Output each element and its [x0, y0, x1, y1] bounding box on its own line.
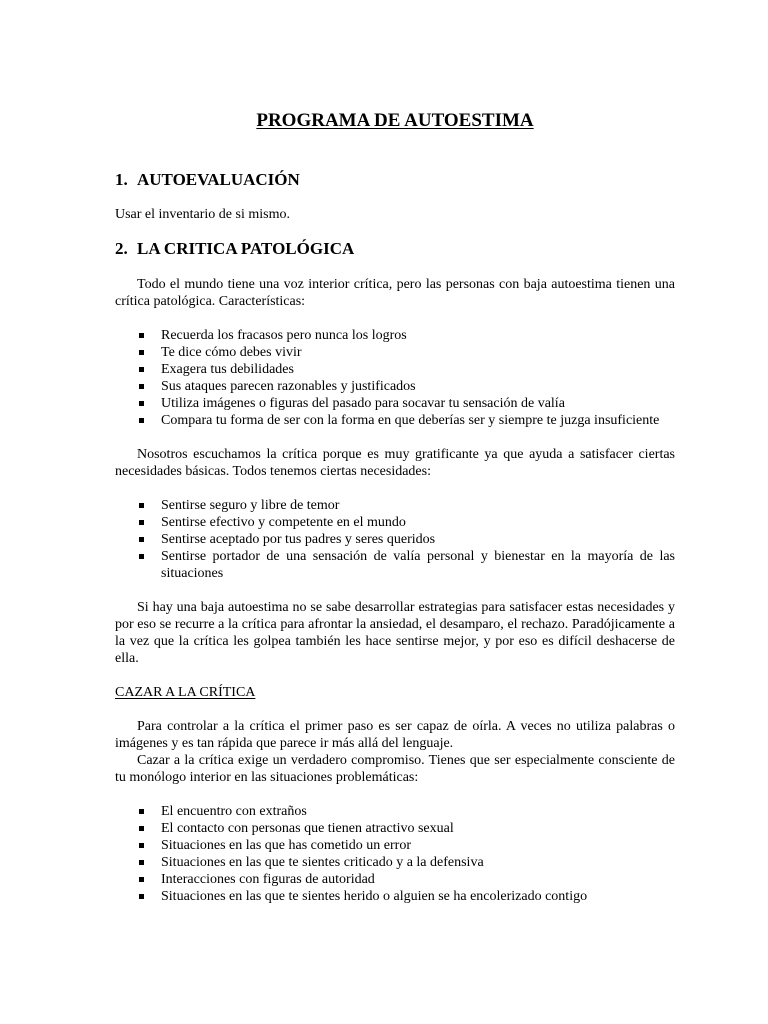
list-item — [115, 871, 675, 888]
list-item — [115, 888, 675, 905]
list-item — [115, 820, 675, 837]
list-item-text: El encuentro con extraños — [161, 804, 307, 819]
list-item — [115, 837, 675, 854]
list-item-text: Utiliza imágenes o figuras del pasado para socavar tu sensación de valía — [161, 396, 565, 411]
hunt-paragraph-1: Para controlar a la crítica el primer paso es ser capaz de oírla. A veces no utiliza palabras o imágenes y es tan rápida que parece ir más allá del lenguaje. — [115, 719, 675, 751]
bullet-icon — [139, 401, 144, 406]
list-item — [115, 361, 675, 378]
list-item-text: Sentirse aceptado por tus padres y seres queridos — [161, 532, 436, 547]
list-item-text: Situaciones en las que has cometido un error — [161, 838, 411, 853]
list-item-text: Exagera tus debilidades — [161, 362, 294, 377]
list-item-text: Te dice cómo debes vivir — [161, 345, 302, 360]
list-item-text: Sentirse efectivo y competente en el mundo — [161, 515, 406, 530]
list-item-text: Situaciones en las que te sientes criticado y a la defensiva — [161, 855, 484, 870]
bullet-icon — [139, 503, 144, 508]
bullet-icon — [139, 367, 144, 372]
list-item — [115, 412, 675, 429]
section-1-heading — [115, 169, 300, 191]
list-item-text: Interacciones con figuras de autoridad — [161, 872, 375, 887]
list-item — [115, 327, 675, 344]
list-item — [115, 344, 675, 361]
list-item-text: Sentirse portador de una sensación de valía personal y bienestar en la mayoría de las situaciones — [161, 549, 675, 581]
bullet-icon — [139, 418, 144, 423]
bullet-icon — [139, 333, 144, 338]
list-item — [115, 497, 675, 514]
section-2-closing: Si hay una baja autoestima no se sabe desarrollar estrategias para satisfacer estas necesidades y por eso se recurre a la crítica para afrontar la ansiedad, el desamparo, el rechazo. Paradójicamente a la vez que la crítica les golpea también les hace sentirse mejor, y por eso es difícil deshacerse de ella. — [115, 600, 675, 666]
list-item — [115, 803, 675, 820]
bullet-icon — [139, 350, 144, 355]
bullet-icon — [139, 520, 144, 525]
section-1-number: 1. — [115, 170, 128, 189]
bullet-icon — [139, 860, 144, 865]
list-item — [115, 531, 675, 548]
list-item-text: Sus ataques parecen razonables y justificados — [161, 379, 416, 394]
list-item-text: El contacto con personas que tienen atractivo sexual — [161, 821, 454, 836]
bullet-icon — [139, 809, 144, 814]
bullet-icon — [139, 826, 144, 831]
section-1-title: AUTOEVALUACIÓN — [137, 170, 300, 189]
list-item-text: Situaciones en las que te sientes herido o alguien se ha encolerizado contigo — [161, 889, 588, 904]
list-item — [115, 854, 675, 871]
hunt-subheading: CAZAR A LA CRÍTICA — [115, 685, 256, 700]
section-2-number: 2. — [115, 239, 128, 258]
situations-list — [115, 803, 675, 905]
bullet-icon — [139, 554, 144, 559]
document-title: PROGRAMA DE AUTOESTIMA — [256, 110, 534, 131]
section-1-body — [115, 206, 675, 223]
list-item — [115, 378, 675, 395]
list-item — [115, 514, 675, 531]
section-2-title: LA CRITICA PATOLÓGICA — [137, 239, 355, 258]
list-item-text: Sentirse seguro y libre de temor — [161, 498, 340, 513]
list-item-text: Compara tu forma de ser con la forma en que deberías ser y siempre te juzga insuficiente — [161, 413, 660, 428]
section-1-text: Usar el inventario de si mismo. — [115, 207, 290, 222]
section-2-body — [115, 276, 675, 905]
hunt-paragraph-2: Cazar a la crítica exige un verdadero compromiso. Tienes que ser especialmente consciente de tu monólogo interior en las situaciones problemáticas: — [115, 753, 675, 785]
section-2-heading — [115, 238, 354, 260]
bullet-icon — [139, 843, 144, 848]
bullet-icon — [139, 894, 144, 899]
section-2-intro: Todo el mundo tiene una voz interior crítica, pero las personas con baja autoestima tienen una crítica patológica. Características: — [115, 277, 675, 309]
list-item — [115, 548, 675, 582]
list-item-text: Recuerda los fracasos pero nunca los logros — [161, 328, 407, 343]
bullet-icon — [139, 537, 144, 542]
needs-intro: Nosotros escuchamos la crítica porque es muy gratificante ya que ayuda a satisfacer ciertas necesidades básicas. Todos tenemos ciertas necesidades: — [115, 447, 675, 479]
needs-list — [115, 497, 675, 582]
bullet-icon — [139, 384, 144, 389]
list-item — [115, 395, 675, 412]
characteristics-list — [115, 327, 675, 429]
bullet-icon — [139, 877, 144, 882]
